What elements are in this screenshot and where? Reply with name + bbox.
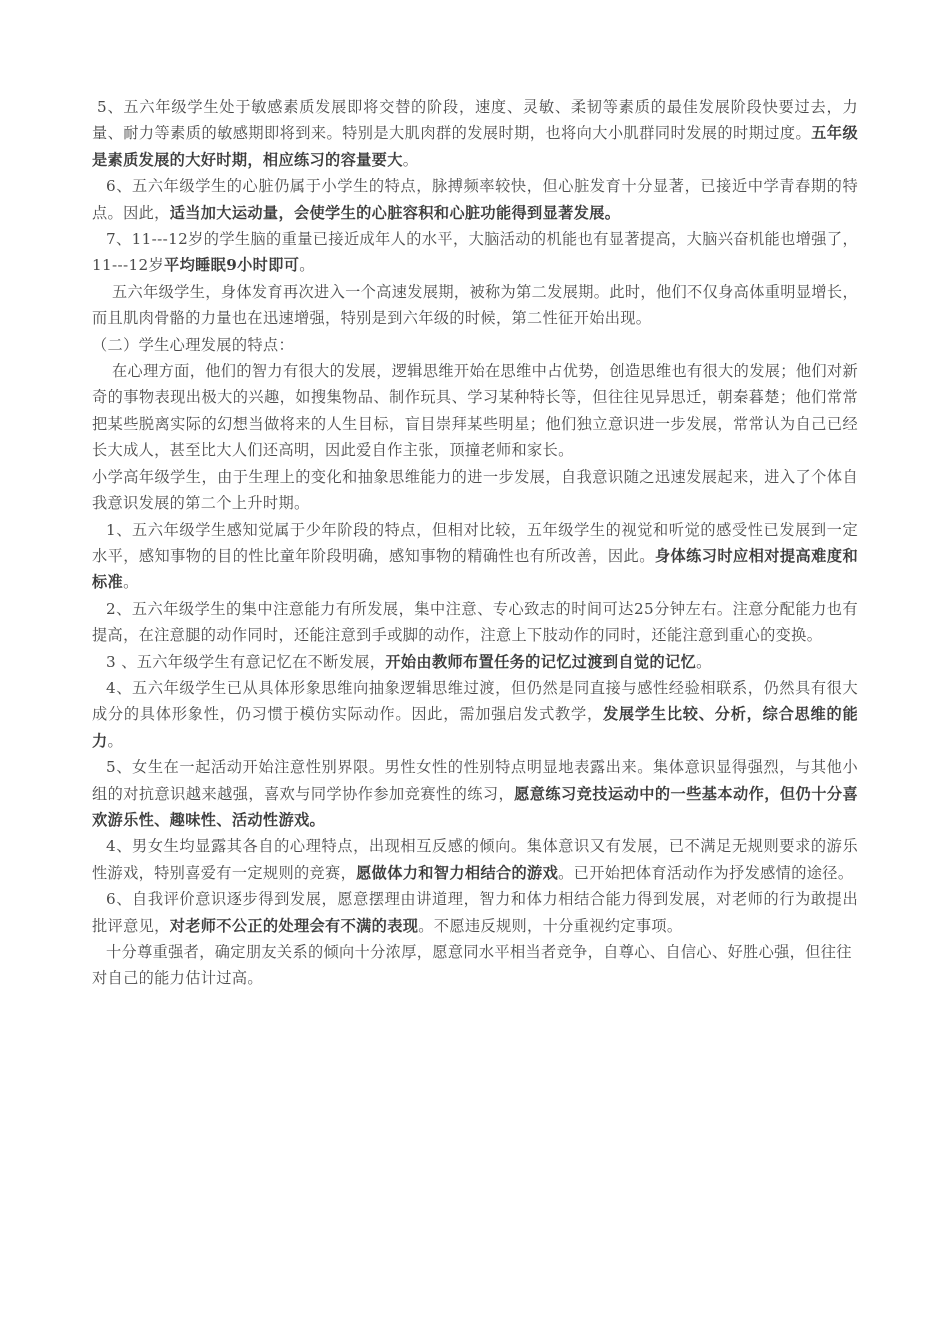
text-run: 小学高年级学生，由于生理上的变化和抽象思维能力的进一步发展，自我意识随之迅速发展起来，进入了个体自我意识发展的第二个上升时期。 bbox=[92, 467, 858, 513]
bold-text-run: 身体练习时应相对提高难度和标准 bbox=[92, 546, 858, 592]
text-run: 4、男女生均显露其各自的心理特点，出现相互反感的倾向。集体意识又有发展，已不满足无规则要求的游乐性游戏，特别喜爱有一定规则的竞赛， bbox=[92, 837, 858, 882]
paragraph bbox=[92, 226, 858, 279]
bold-text-run: 愿意练习竞技运动中的一些基本动作，但仍十分喜欢游乐性、趣味性、活动性游戏。 bbox=[92, 784, 859, 829]
text-run: 6、五六年级学生的心脏仍属于小学生的特点，脉搏频率较快，但心脏发育十分显著，已接近中学青春期的特点。因此， bbox=[92, 177, 858, 222]
bold-text-run: 发展学生比较、分析，综合思维的能力 bbox=[92, 705, 858, 750]
paragraph bbox=[92, 939, 858, 992]
paragraph bbox=[92, 517, 858, 596]
paragraph bbox=[92, 94, 858, 173]
text-run: 6、自我评价意识逐步得到发展，愿意摆理由讲道理，智力和体力相结合能力得到发展，对老师的行为敢提出批评意见， bbox=[92, 890, 858, 935]
text-run: 。 bbox=[123, 573, 139, 592]
text-run: 五六年级学生，身体发育再次进入一个高速发展期，被称为第二发展期。此时，他们不仅身高体重明显增长，而且肌肉骨骼的力量也在迅速增强，特别是到六年级的时候，第二性征开始出现。 bbox=[92, 282, 858, 328]
text-run: 十分尊重强者，确定朋友关系的倾向十分浓厚，愿意同水平相当者竞争，自尊心、自信心、好胜心强，但往往对自己的能力估计过高。 bbox=[92, 943, 852, 988]
text-run: 3 、五六年级学生有意记忆在不断发展， bbox=[106, 652, 386, 671]
paragraph bbox=[92, 279, 858, 332]
paragraph bbox=[92, 754, 858, 833]
paragraph bbox=[92, 833, 858, 886]
text-run: 。 bbox=[696, 652, 712, 671]
text-run: 5、五六年级学生处于敏感素质发展即将交替的阶段，速度、灵敏、柔韧等素质的最佳发展阶段快要过去，力量、耐力等素质的敏感期即将到来。特别是大肌肉群的发展时期，也将向大小肌群同时发展的时期过度。 bbox=[92, 98, 858, 143]
text-run: 。 bbox=[402, 150, 419, 169]
paragraph bbox=[92, 358, 858, 464]
text-run: 。 bbox=[107, 731, 124, 750]
text-run: 。已开始把体育活动作为抒发感情的途径。 bbox=[558, 863, 854, 882]
text-run: 7、11---12岁的学生脑的重量已接近成年人的水平，大脑活动的机能也有显著提高，大脑兴奋机能也增强了，11---12岁 bbox=[92, 230, 858, 275]
text-run: 5、女生在一起活动开始注意性别界限。男性女性的性别特点明显地表露出来。集体意识显得强烈，与其他小组的对抗意识越来越强，喜欢与同学协作参加竞赛性的练习， bbox=[92, 758, 858, 803]
bold-text-run: 对老师不公正的处理会有不满的表现 bbox=[169, 916, 419, 935]
paragraph bbox=[92, 649, 858, 675]
text-run: 。 bbox=[299, 256, 315, 275]
paragraph bbox=[92, 886, 858, 939]
text-run: 1、五六年级学生感知觉属于少年阶段的特点，但相对比较，五年级学生的视觉和听觉的感受性已发展到一定水平，感知事物的目的性比童年阶段明确，感知事物的精确性也有所改善，因此。 bbox=[92, 520, 858, 565]
bold-text-run: 平均睡眠9小时即可 bbox=[164, 256, 300, 275]
paragraph bbox=[92, 464, 858, 517]
paragraph bbox=[92, 675, 858, 754]
paragraph bbox=[92, 332, 858, 358]
text-run: （二）学生心理发展的特点： bbox=[92, 335, 294, 354]
paragraph bbox=[92, 596, 858, 649]
text-run: 在心理方面，他们的智力有很大的发展，逻辑思维开始在思维中占优势，创造思维也有很大的发展；他们对新奇的事物表现出极大的兴趣，如搜集物品、制作玩具、学习某种特长等，但往往见异思迁，朝秦暮楚；他们常常把某些脱离实际的幻想当做将来的人生目标，盲目崇拜某些明星；他们独立意识进一步发展，常常认为自己已经长大成人，甚至比大人们还高明，因此爱自作主张，顶撞老师和家长。 bbox=[92, 362, 858, 460]
text-run: 。不愿违反规则，十分重视约定事项。 bbox=[418, 916, 683, 935]
text-run: 2、五六年级学生的集中注意能力有所发展，集中注意、专心致志的时间可达25分钟左右。注意分配能力也有提高，在注意腿的动作同时，还能注意到手或脚的动作，注意上下肢动作的同时，还能注意到重心的变换。 bbox=[92, 599, 858, 645]
bold-text-run: 愿做体力和智力相结合的游戏 bbox=[356, 863, 559, 882]
bold-text-run: 五年级是素质发展的大好时期，相应练习的容量要大 bbox=[92, 124, 858, 169]
paragraph bbox=[92, 173, 858, 226]
bold-text-run: 适当加大运动量，会使学生的心脏容积和心脏功能得到显著发展。 bbox=[169, 203, 621, 222]
text-run: 4、五六年级学生已从具体形象思维向抽象逻辑思维过渡，但仍然是同直接与感性经验相联系，仍然具有很大成分的具体形象性，仍习惯于模仿实际动作。因此，需加强启发式教学， bbox=[92, 678, 858, 724]
document-body bbox=[92, 94, 858, 992]
bold-text-run: 开始由教师布置任务的记忆过渡到自觉的记忆 bbox=[385, 652, 697, 671]
